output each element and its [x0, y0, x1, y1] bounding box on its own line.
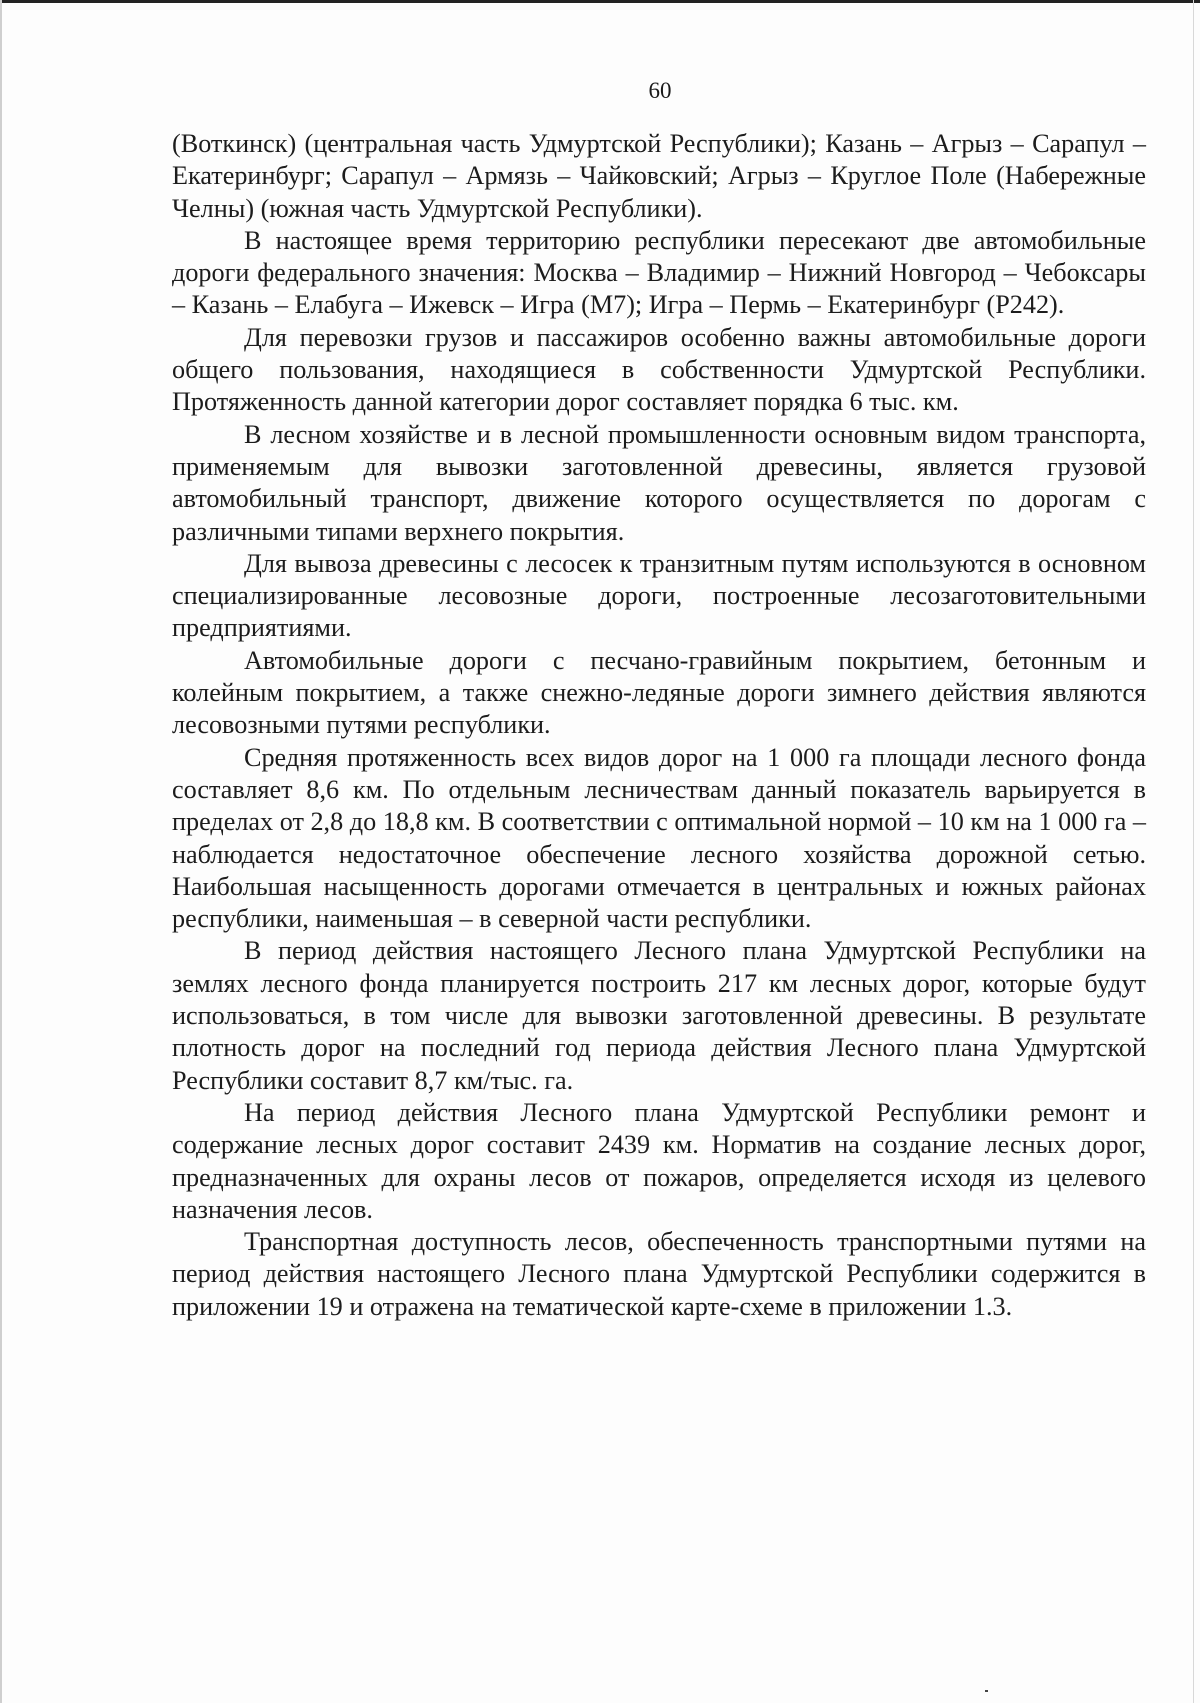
- scan-speck: [985, 1690, 988, 1692]
- scan-edge-right: [1193, 0, 1194, 1703]
- paragraph-8: В период действия настоящего Лесного плана Удмуртской Республики на землях лесного фонда планируется построить 217 км лесных дорог, которые будут использоваться, в том числе для вывозки заготовленной древесины. В результате плотность дорог на последний год периода действия Лесного плана Удмуртской Республики составит 8,7 км/тыс. га.: [172, 936, 1146, 1095]
- paragraph-7: Средняя протяженность всех видов дорог на 1 000 га площади лесного фонда составляет 8,6 км. По отдельным лесничествам данный показатель варьируется в пределах от 2,8 до 18,8 км. В соответствии с оптимальной нормой – 10 км на 1 000 га – наблюдается недостаточное обеспечение лесного хозяйства дорожной сетью. Наибольшая насыщенность дорогами отмечается в центральных и южных районах республики, наименьшая – в северной части республики.: [172, 742, 1146, 934]
- page-number: 60: [648, 78, 672, 103]
- paragraph-6: Автомобильные дороги с песчано-гравийным покрытием, бетонным и колейным покрытием, а также снежно-ледяные дороги зимнего действия являются лесовозными путями республики.: [172, 645, 1146, 740]
- paragraph-9: На период действия Лесного плана Удмуртской Республики ремонт и содержание лесных дорог составит 2439 км. Норматив на создание лесных дорог, предназначенных для охраны лесов от пожаров, определяется исходя из целевого назначения лесов.: [172, 1097, 1146, 1224]
- scan-edge-top: [0, 0, 1200, 3]
- paragraph-3: Для перевозки грузов и пассажиров особенно важны автомобильные дороги общего пользования, находящиеся в собственности Удмуртской Республики. Протяженность данной категории дорог составляет порядка 6 тыс. км.: [172, 322, 1146, 417]
- paragraph-10: Транспортная доступность лесов, обеспеченность транспортными путями на период действия настоящего Лесного плана Удмуртской Республики содержится в приложении 19 и отражена на тематической карте-схеме в приложении 1.3.: [172, 1227, 1146, 1321]
- paragraph-5: Для вывоза древесины с лесосек к транзитным путям используются в основном специализированные лесовозные дороги, построенные лесозаготовительными предприятиями.: [172, 548, 1146, 643]
- document-body: [172, 128, 1146, 1323]
- paragraph-4: В лесном хозяйстве и в лесной промышленности основным видом транспорта, применяемым для вывозки заготовленной древесины, является грузовой автомобильный транспорт, движение которого осуществляется по дорогам с различными типами верхнего покрытия.: [172, 419, 1146, 546]
- scan-edge-left: [0, 0, 2, 1703]
- paragraph-2: В настоящее время территорию республики пересекают две автомобильные дороги федерального значения: Москва – Владимир – Нижний Новгород – Чебоксары – Казань – Елабуга – Ижевск – Игра (М7); Игра – Пермь – Екатеринбург (Р242).: [172, 225, 1146, 320]
- paragraph-1: (Воткинск) (центральная часть Удмуртской Республики); Казань – Агрыз – Сарапул – Екатеринбург; Сарапул – Армязь – Чайковский; Агрыз – Круглое Поле (Набережные Челны) (южная часть Удмуртской Республики).: [172, 129, 1146, 223]
